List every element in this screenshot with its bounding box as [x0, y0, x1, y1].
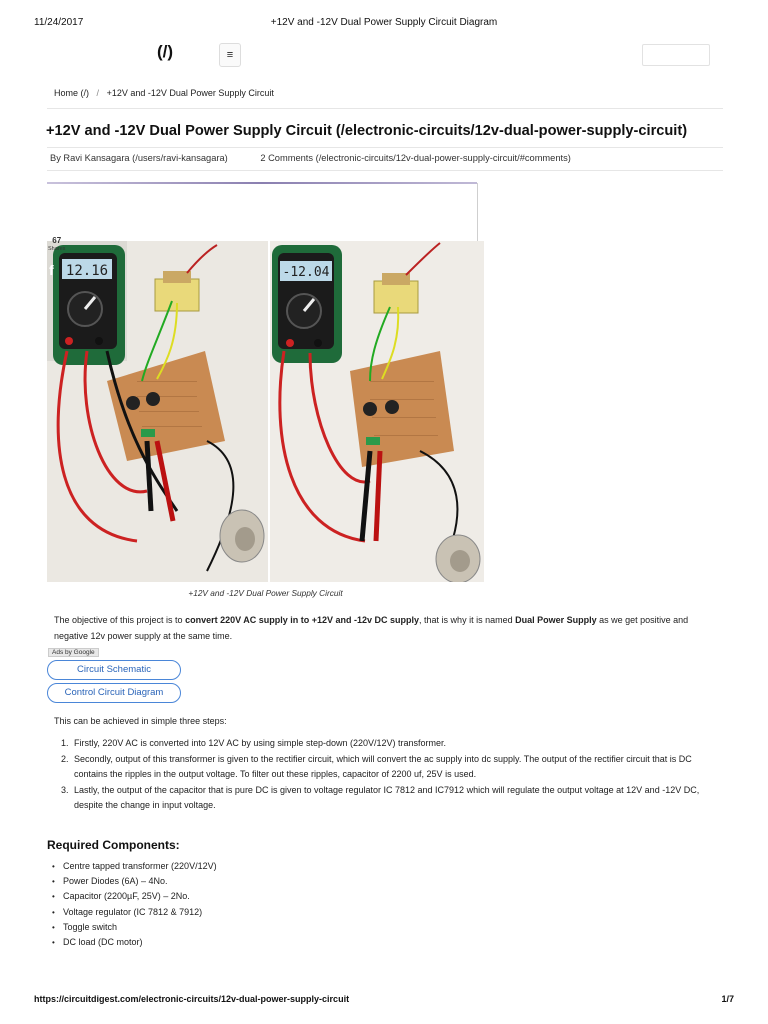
- list-item: 3. Lastly, the output of the capacitor that is pure DC is given to voltage regulator IC 7812 and IC7912 which will regulate the output voltage at 12V and -12V DC, despite the change in input voltage.: [61, 784, 700, 810]
- print-date: 11/24/2017: [34, 17, 84, 28]
- print-title: +12V and -12V Dual Power Supply Circuit Diagram: [270, 17, 498, 28]
- list-item: 1. Firstly, 220V AC is converted into 12V AC by using simple step-down (220V/12V) transformer.: [61, 738, 447, 748]
- list-item: 2. Secondly, output of this transformer is given to the rectifier circuit, which will convert the ac supply into dc supply. The output of the rectifier circuit that is DC contains the ripples in the output voltage. To filter out these ripples, capacitor of 2200 uf, 25V is used.: [61, 753, 692, 779]
- circuit-photo-negative: [270, 241, 484, 582]
- author-link[interactable]: By Ravi Kansagara (/users/ravi-kansagara): [50, 153, 228, 163]
- step-text: Firstly, 220V AC is converted into 12V AC by using simple step-down (220V/12V) transformer.: [74, 738, 447, 748]
- meter-reading: 12.16: [65, 263, 109, 279]
- facebook-share-icon[interactable]: f: [49, 262, 54, 278]
- image-caption: +12V and -12V Dual Power Supply Circuit: [188, 588, 343, 598]
- intro-text: as we get positive and negative 12v power supply at the same time.: [54, 615, 689, 641]
- banner-edge: [477, 183, 478, 241]
- ad-link-control-circuit-diagram[interactable]: Control Circuit Diagram: [47, 683, 181, 703]
- page-number: 1/7: [721, 994, 734, 1004]
- site-logo-link[interactable]: (/): [157, 42, 174, 61]
- divider: [47, 147, 723, 148]
- banner-strip: [47, 182, 477, 184]
- component-text: Toggle switch: [63, 921, 118, 932]
- circuit-photo-positive: [47, 241, 268, 582]
- list-item: • Toggle switch: [52, 921, 118, 932]
- intro-paragraph: [54, 613, 714, 644]
- list-item: • Capacitor (2200µF, 25V) – 2No.: [52, 891, 190, 902]
- share-count-label: Shares: [48, 246, 66, 252]
- breadcrumb-home-link[interactable]: Home (/): [54, 88, 90, 98]
- intro-emphasis: Dual Power Supply: [515, 615, 597, 625]
- ad-link-circuit-schematic[interactable]: Circuit Schematic: [47, 660, 181, 680]
- intro-emphasis: convert 220V AC supply in to +12V and -12v DC supply: [185, 615, 420, 625]
- ads-by-google-badge[interactable]: Ads by Google: [48, 648, 99, 657]
- circuit-photo-negative-drawing: [270, 241, 484, 582]
- hamburger-menu-icon[interactable]: ≡: [219, 43, 241, 67]
- site-topbar: [0, 42, 768, 68]
- step-text: Lastly, the output of the capacitor that is pure DC is given to voltage regulator IC 7812 and IC7912 which will regulate the output voltage at 12V and -12V DC, despite the change in input voltage.: [74, 784, 700, 810]
- component-text: Power Diodes (6A) – 4No.: [63, 876, 168, 887]
- meter-reading: -12.04: [282, 265, 330, 280]
- list-item: • Centre tapped transformer (220V/12V): [52, 861, 217, 871]
- steps-list: [61, 736, 714, 814]
- search-input[interactable]: [642, 44, 710, 66]
- comments-link[interactable]: 2 Comments (/electronic-circuits/12v-dual-power-supply-circuit/#comments): [260, 153, 571, 163]
- list-item: • Power Diodes (6A) – 4No.: [52, 876, 168, 887]
- divider: [47, 170, 723, 171]
- component-text: DC load (DC motor): [63, 937, 143, 948]
- print-footer: [34, 994, 734, 1008]
- list-item: • Voltage regulator (IC 7812 & 7912): [52, 906, 203, 917]
- page-title: +12V and -12V Dual Power Supply Circuit (/electronic-circuits/12v-dual-power-supply-circuit): [46, 123, 688, 139]
- byline: [50, 153, 571, 163]
- circuit-photo-positive-drawing: [47, 241, 268, 582]
- intro-text: The objective of this project is to: [54, 615, 186, 625]
- steps-intro: This can be achieved in simple three steps:: [54, 716, 227, 726]
- breadcrumb-separator: /: [96, 88, 100, 98]
- breadcrumb-current: +12V and -12V Dual Power Supply Circuit: [106, 88, 274, 98]
- share-count: [48, 236, 65, 254]
- divider: [47, 108, 723, 109]
- components-heading: Required Components:: [47, 838, 180, 852]
- print-url: https://circuitdigest.com/electronic-circuits/12v-dual-power-supply-circuit: [34, 994, 350, 1004]
- list-item: • DC load (DC motor): [52, 937, 143, 948]
- print-header: [34, 17, 734, 31]
- component-text: Voltage regulator (IC 7812 & 7912): [63, 906, 203, 917]
- breadcrumb: [54, 88, 279, 98]
- intro-text: , that is why it is named: [419, 615, 516, 625]
- share-count-value: 67: [52, 236, 62, 245]
- components-list: [52, 859, 217, 950]
- component-text: Capacitor (2200µF, 25V) – 2No.: [63, 891, 190, 902]
- step-text: Secondly, output of this transformer is given to the rectifier circuit, which will convert the ac supply into dc supply. The output of the rectifier circuit that is DC contains the ripples in the output voltage. To filter out these ripples, capacitor of 2200 uf, 25V is used.: [74, 753, 692, 779]
- component-text: Centre tapped transformer (220V/12V): [63, 861, 217, 871]
